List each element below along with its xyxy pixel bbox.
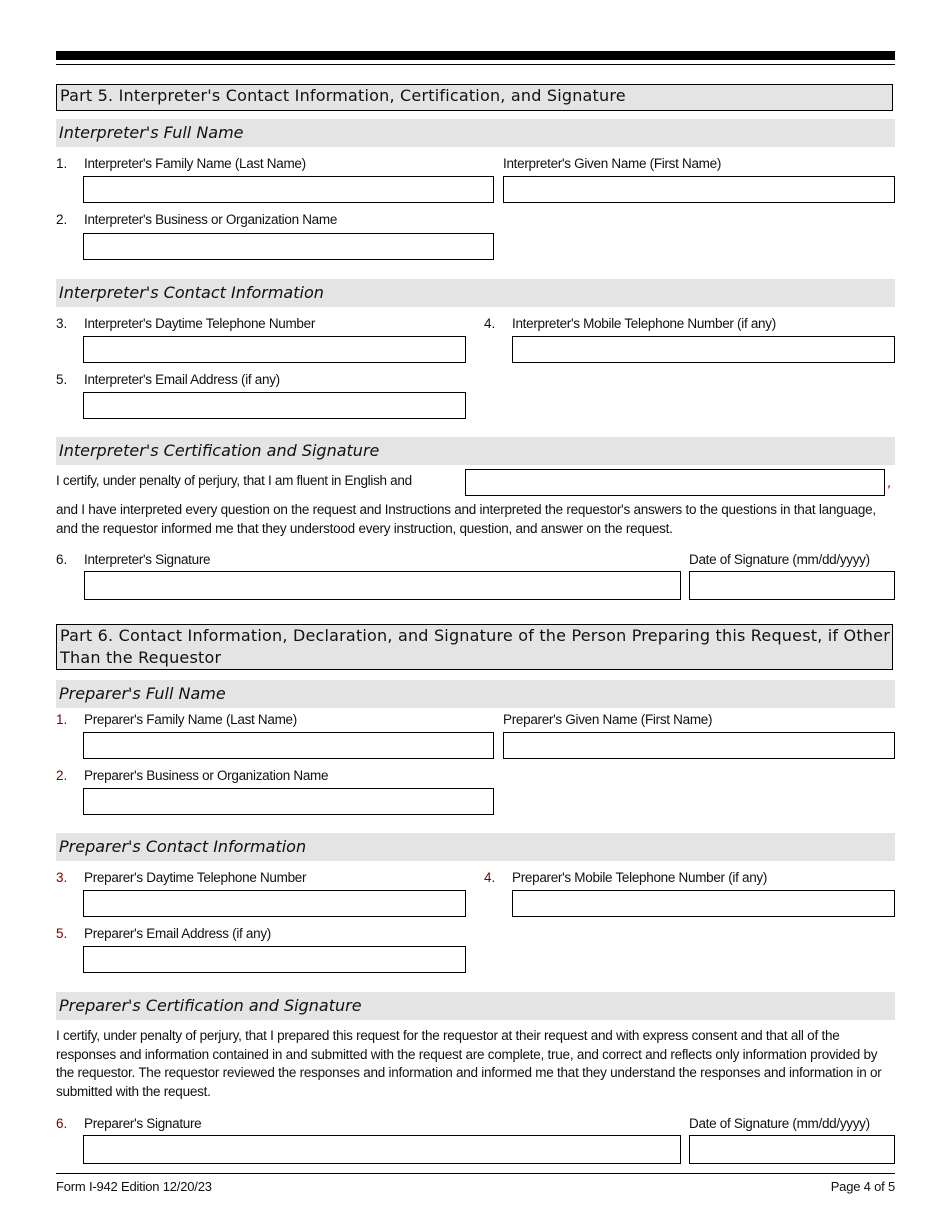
preparer-family-name-label: Preparer's Family Name (Last Name): [84, 712, 297, 727]
preparer-business-label: Preparer's Business or Organization Name: [84, 768, 329, 783]
form-edition: Form I-942 Edition 12/20/23: [56, 1179, 212, 1194]
preparer-mobile-phone-field[interactable]: [512, 890, 895, 917]
preparer-contact-heading: Preparer's Contact Information: [56, 833, 895, 861]
preparer-mobile-phone-label: Preparer's Mobile Telephone Number (if any): [512, 870, 768, 885]
interpreter-cert-statement-start: I certify, under penalty of perjury, that I am fluent in English and: [56, 473, 412, 488]
preparer-daytime-phone-label: Preparer's Daytime Telephone Number: [84, 870, 307, 885]
p6-q4-number: 4.: [484, 870, 496, 885]
preparer-cert-statement: I certify, under penalty of perjury, that I prepared this request for the requestor at their request and with express consent and that all of the responses and information contained in and submitted with the request are complete, true, and correct and reflects only information provided by the requestor. The requestor reviewed the responses and information and informed me that they understand the responses and information in or submitted with the request.: [56, 1028, 882, 1099]
q4-number: 4.: [484, 316, 496, 331]
top-rule-thick: [56, 51, 895, 60]
interpreter-full-name-heading: Interpreter's Full Name: [56, 119, 895, 147]
part5-title: Part 5. Interpreter's Contact Information, Certification, and Signature: [56, 84, 893, 111]
cert-comma: ,: [887, 476, 892, 491]
q1-number: 1.: [56, 156, 68, 171]
interpreter-cert-statement: and I have interpreted every question on the request and Instructions and interpreted the requestor's answers to the questions in that language, and the requestor informed me that they understood every instruction, question, and answer on the request.: [56, 502, 876, 536]
preparer-full-name-heading: Preparer's Full Name: [56, 680, 895, 708]
q6-number: 6.: [56, 552, 68, 567]
p6-q3-number: 3.: [56, 870, 68, 885]
interpreter-given-name-field[interactable]: [503, 176, 895, 203]
interpreter-email-field[interactable]: [83, 392, 466, 419]
top-rule-thin: [56, 64, 895, 65]
footer-rule: [56, 1173, 895, 1174]
interpreter-email-label: Interpreter's Email Address (if any): [84, 372, 280, 387]
part6-title: Part 6. Contact Information, Declaration, and Signature of the Person Preparing this Request, if Other Than the Requestor: [56, 624, 893, 670]
preparer-signature-label: Preparer's Signature: [84, 1116, 202, 1131]
preparer-email-label: Preparer's Email Address (if any): [84, 926, 271, 941]
interpreter-given-name-label: Interpreter's Given Name (First Name): [503, 156, 722, 171]
interpreter-language-field[interactable]: [465, 469, 885, 496]
p6-q5-number: 5.: [56, 926, 68, 941]
interpreter-mobile-phone-label: Interpreter's Mobile Telephone Number (if any): [512, 316, 776, 331]
q5-number: 5.: [56, 372, 68, 387]
q2-number: 2.: [56, 212, 68, 227]
interpreter-signature-label: Interpreter's Signature: [84, 552, 211, 567]
q3-number: 3.: [56, 316, 68, 331]
preparer-business-field[interactable]: [83, 788, 494, 815]
interpreter-signature-field[interactable]: [84, 571, 681, 600]
preparer-daytime-phone-field[interactable]: [83, 890, 466, 917]
preparer-email-field[interactable]: [83, 946, 466, 973]
interpreter-business-field[interactable]: [83, 233, 494, 260]
interpreter-family-name-field[interactable]: [83, 176, 494, 203]
interpreter-contact-heading: Interpreter's Contact Information: [56, 279, 895, 307]
preparer-family-name-field[interactable]: [83, 732, 494, 759]
interpreter-signature-date-label: Date of Signature (mm/dd/yyyy): [689, 552, 870, 567]
preparer-signature-date-field[interactable]: [689, 1135, 895, 1164]
p6-q6-number: 6.: [56, 1116, 68, 1131]
interpreter-signature-date-field[interactable]: [689, 571, 895, 600]
preparer-given-name-field[interactable]: [503, 732, 895, 759]
interpreter-daytime-phone-field[interactable]: [83, 336, 466, 363]
interpreter-business-label: Interpreter's Business or Organization Name: [84, 212, 338, 227]
p6-q2-number: 2.: [56, 768, 68, 783]
preparer-signature-field[interactable]: [83, 1135, 681, 1164]
page-number: Page 4 of 5: [830, 1179, 895, 1194]
interpreter-daytime-phone-label: Interpreter's Daytime Telephone Number: [84, 316, 316, 331]
preparer-certification-heading: Preparer's Certification and Signature: [56, 992, 895, 1020]
preparer-given-name-label: Preparer's Given Name (First Name): [503, 712, 713, 727]
p6-q1-number: 1.: [56, 712, 68, 727]
preparer-signature-date-label: Date of Signature (mm/dd/yyyy): [689, 1116, 870, 1131]
interpreter-certification-heading: Interpreter's Certification and Signature: [56, 437, 895, 465]
interpreter-mobile-phone-field[interactable]: [512, 336, 895, 363]
interpreter-family-name-label: Interpreter's Family Name (Last Name): [84, 156, 306, 171]
